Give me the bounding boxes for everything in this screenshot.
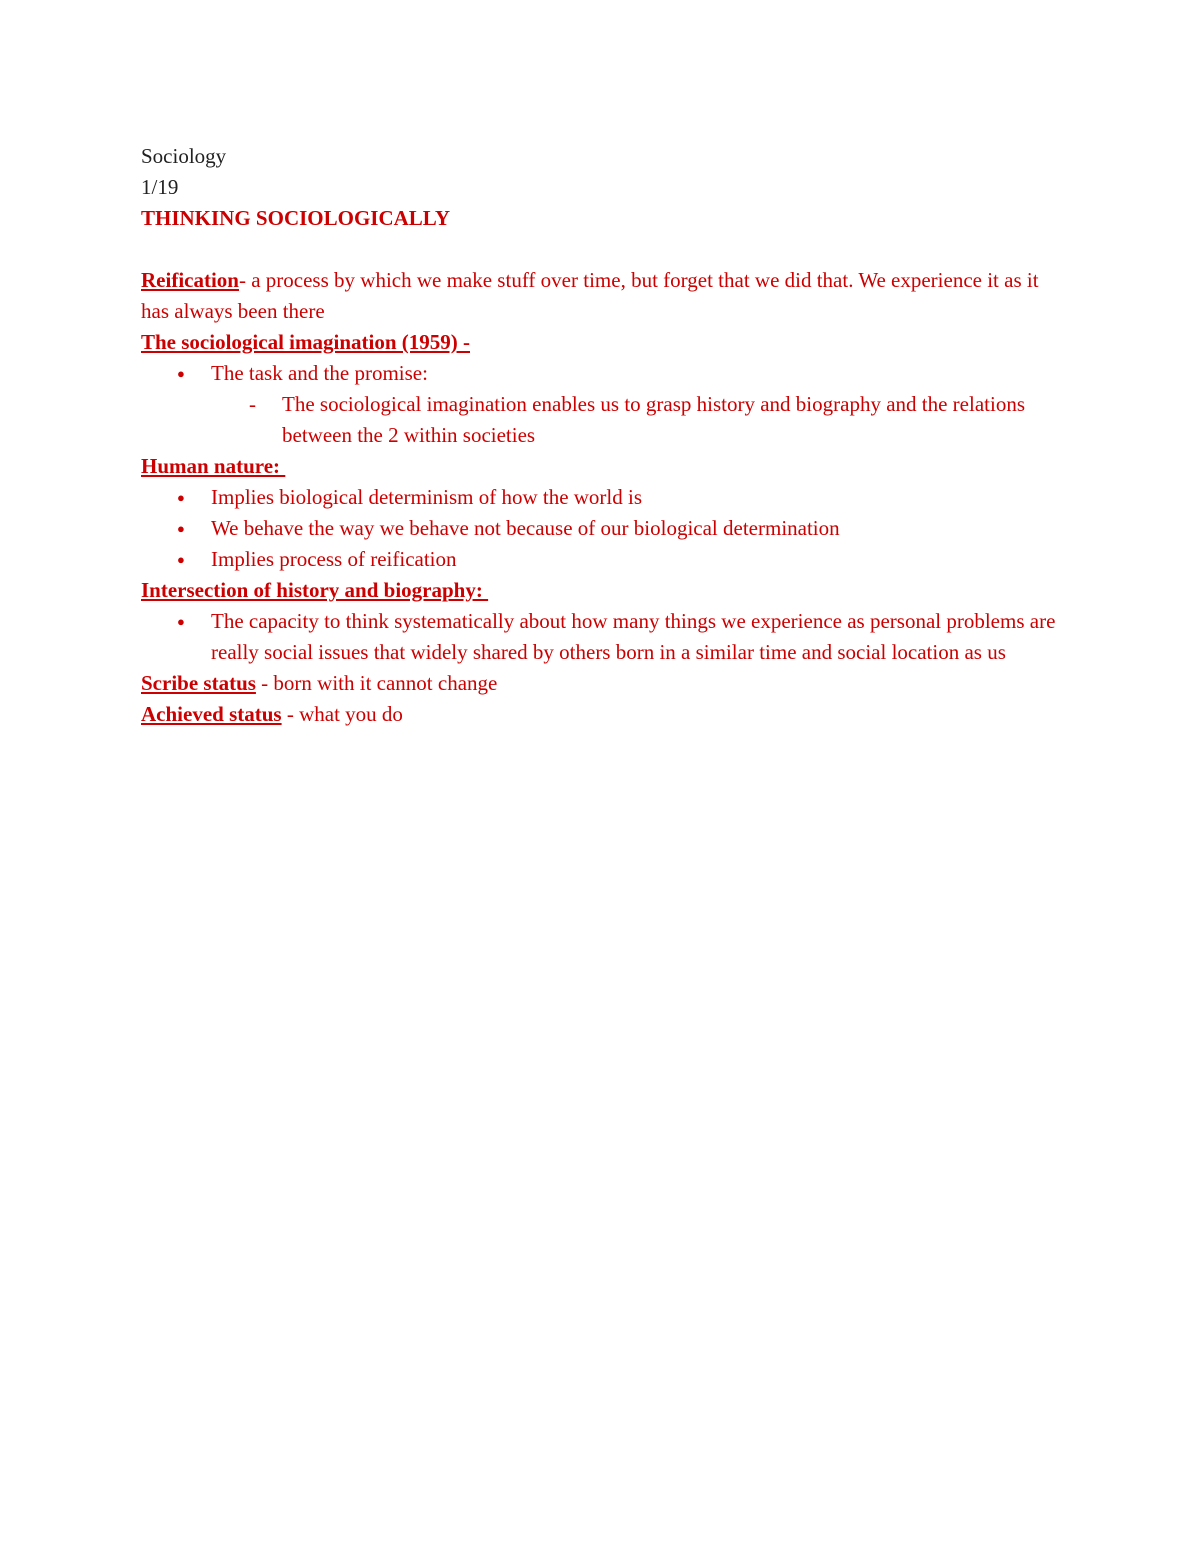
document-title: THINKING SOCIOLOGICALLY <box>141 206 451 230</box>
date-line: 1/19 <box>141 175 179 199</box>
bullet-icon: ● <box>177 521 185 536</box>
bullet-icon: ● <box>177 490 185 505</box>
blank-line <box>141 234 1061 265</box>
sociological-imagination-heading: The sociological imagination (1959) - <box>141 330 470 354</box>
intersection-list <box>141 606 1061 668</box>
list-item <box>141 358 1061 389</box>
achieved-status-definition: - what you do <box>281 702 403 726</box>
subject-line: Sociology <box>141 144 227 168</box>
sub-list-item <box>141 389 1061 451</box>
list-item-text: Implies process of reification <box>211 547 457 571</box>
scribe-status-paragraph <box>141 668 1061 699</box>
sociological-imagination-sublist <box>141 389 1061 451</box>
human-nature-list <box>141 482 1061 575</box>
achieved-status-paragraph <box>141 699 1061 730</box>
list-item <box>141 482 1061 513</box>
document-page <box>141 141 1061 730</box>
achieved-status-term: Achieved status <box>141 702 282 726</box>
scribe-status-definition: - born with it cannot change <box>255 671 498 695</box>
list-item-text: Implies biological determinism of how the world is <box>211 485 643 509</box>
intersection-heading: Intersection of history and biography: <box>141 578 489 602</box>
list-item <box>141 513 1061 544</box>
bullet-icon: ● <box>177 366 185 381</box>
bullet-icon: ● <box>177 614 185 629</box>
list-item <box>141 606 1061 668</box>
reification-paragraph <box>141 265 1061 327</box>
list-item-text: The task and the promise: <box>211 361 428 385</box>
scribe-status-term: Scribe status <box>141 671 256 695</box>
list-item <box>141 544 1061 575</box>
reification-definition: - a process by which we make stuff over time, but forget that we did that. We experience it as it has always been there <box>141 268 1044 323</box>
dash-icon: - <box>249 392 256 416</box>
list-item-text: The capacity to think systematically about how many things we experience as personal problems are really social issues that widely shared by others born in a similar time and social location as us <box>211 609 1056 664</box>
bullet-icon: ● <box>177 552 185 567</box>
list-item-text: We behave the way we behave not because of our biological determination <box>211 516 840 540</box>
sub-list-item-text: The sociological imagination enables us to grasp history and biography and the relations between the 2 within societies <box>282 392 1025 447</box>
reification-term: Reification <box>141 268 239 292</box>
human-nature-heading: Human nature: <box>141 454 286 478</box>
sociological-imagination-list <box>141 358 1061 389</box>
